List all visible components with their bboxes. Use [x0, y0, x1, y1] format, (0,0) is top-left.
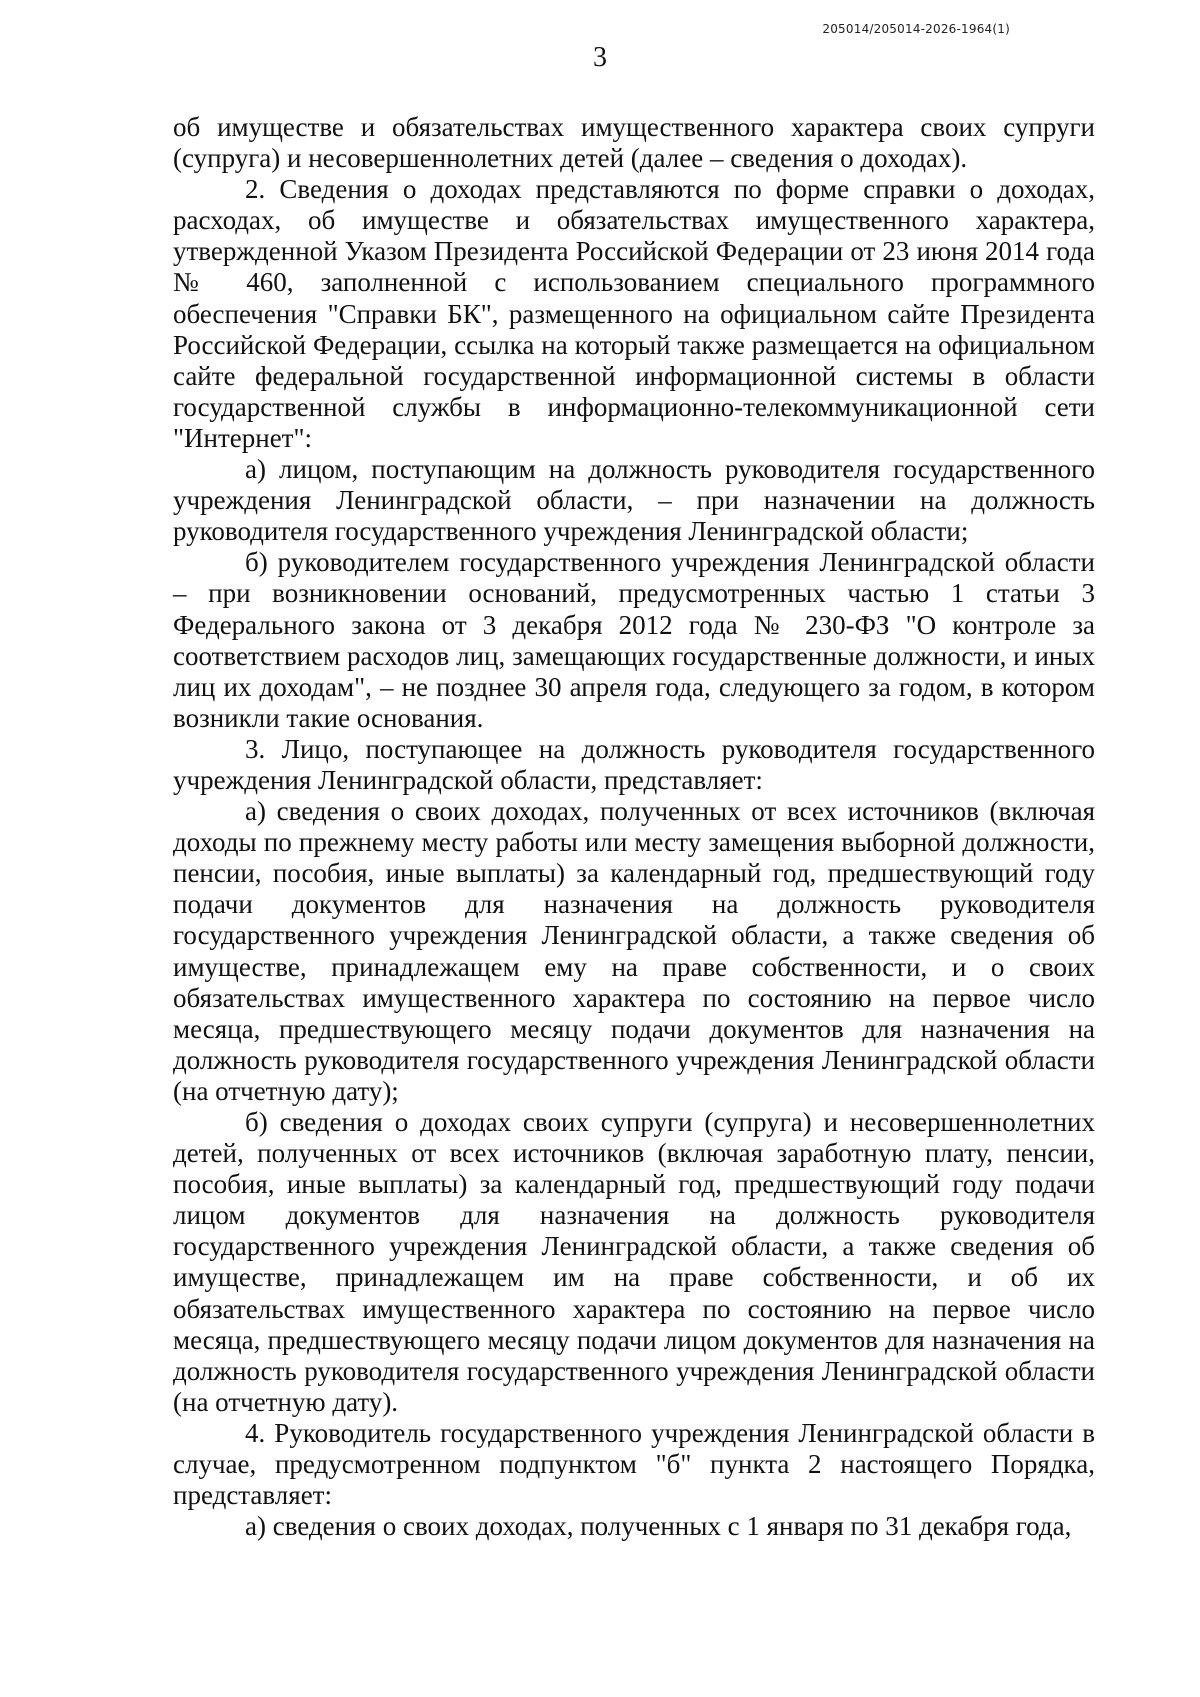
paragraph: а) лицом, поступающим на должность руководителя государственного учреждения Ленинградской области, – при назначении на должность руководителя государственного учреждения Ленинградской области; — [173, 454, 1095, 547]
paragraph: 4. Руководитель государственного учреждения Ленинградской области в случае, предусмотренном подпунктом "б" пункта 2 настоящего Порядка, представляет: — [173, 1417, 1095, 1511]
paragraph: а) сведения о своих доходах, полученных от всех источников (включая доходы по прежнему месту работы или месту замещения выборной должности, пенсии, пособия, иные выплаты) за календарный год, предшествующий году подачи документов для назначения на должность руководителя государственного учреждения Ленинградской области, а также сведения об имуществе, принадлежащем ему на праве собственности, и о своих обязательствах имущественного характера по состоянию на первое число месяца, предшествующего месяцу подачи документов для назначения на должность руководителя государственного учреждения Ленинградской области (на отчетную дату); — [173, 796, 1095, 1106]
document-code: 205014/205014-2026-1964(1) — [822, 22, 1010, 36]
paragraph: об имуществе и обязательствах имущественного характера своих супруги (супруга) и несовершеннолетних детей (далее – сведения о доходах). — [173, 112, 1095, 174]
paragraph: 3. Лицо, поступающее на должность руководителя государственного учреждения Ленинградской области, представляет: — [173, 733, 1095, 795]
paragraph: а) сведения о своих доходах, полученных с 1 января по 31 декабря года, — [245, 1511, 1072, 1542]
body-text — [173, 112, 1095, 1542]
paragraph: б) сведения о доходах своих супруги (супруга) и несовершеннолетних детей, полученных от всех источников (включая заработную плату, пенсии, пособия, иные выплаты) за календарный год, предшествующий году подачи лицом документов для назначения на должность руководителя государственного учреждения Ленинградской области, а также сведения об имуществе, принадлежащем им на праве собственности, и об их обязательствах имущественного характера по состоянию на первое число месяца, предшествующего месяцу подачи лицом документов для назначения на должность руководителя государственного учреждения Ленинградской области (на отчетную дату). — [173, 1107, 1095, 1417]
paragraph: 2. Сведения о доходах представляются по форме справки о доходах, расходах, об имуществе и обязательствах имущественного характера, утвержденной Указом Президента Российской Федерации от 23 июня 2014 года № 460, заполненной с использованием специального программного обеспечения "Справки БК", размещенного на официальном сайте Президента Российской Федерации, ссылка на который также размещается на официальном сайте федеральной государственной информационной системы в области государственной службы в информационно-телекоммуникационной сети "Интернет": — [173, 174, 1095, 453]
paragraph: б) руководителем государственного учреждения Ленинградской области – при возникновении оснований, предусмотренных частью 1 статьи 3 Федерального закона от 3 декабря 2012 года № 230-ФЗ "О контроле за соответствием расходов лиц, замещающих государственные должности, и иных лиц их доходам", – не позднее 30 апреля года, следующего за годом, в котором возникли такие основания. — [173, 547, 1095, 733]
page-number: 3 — [593, 42, 607, 73]
